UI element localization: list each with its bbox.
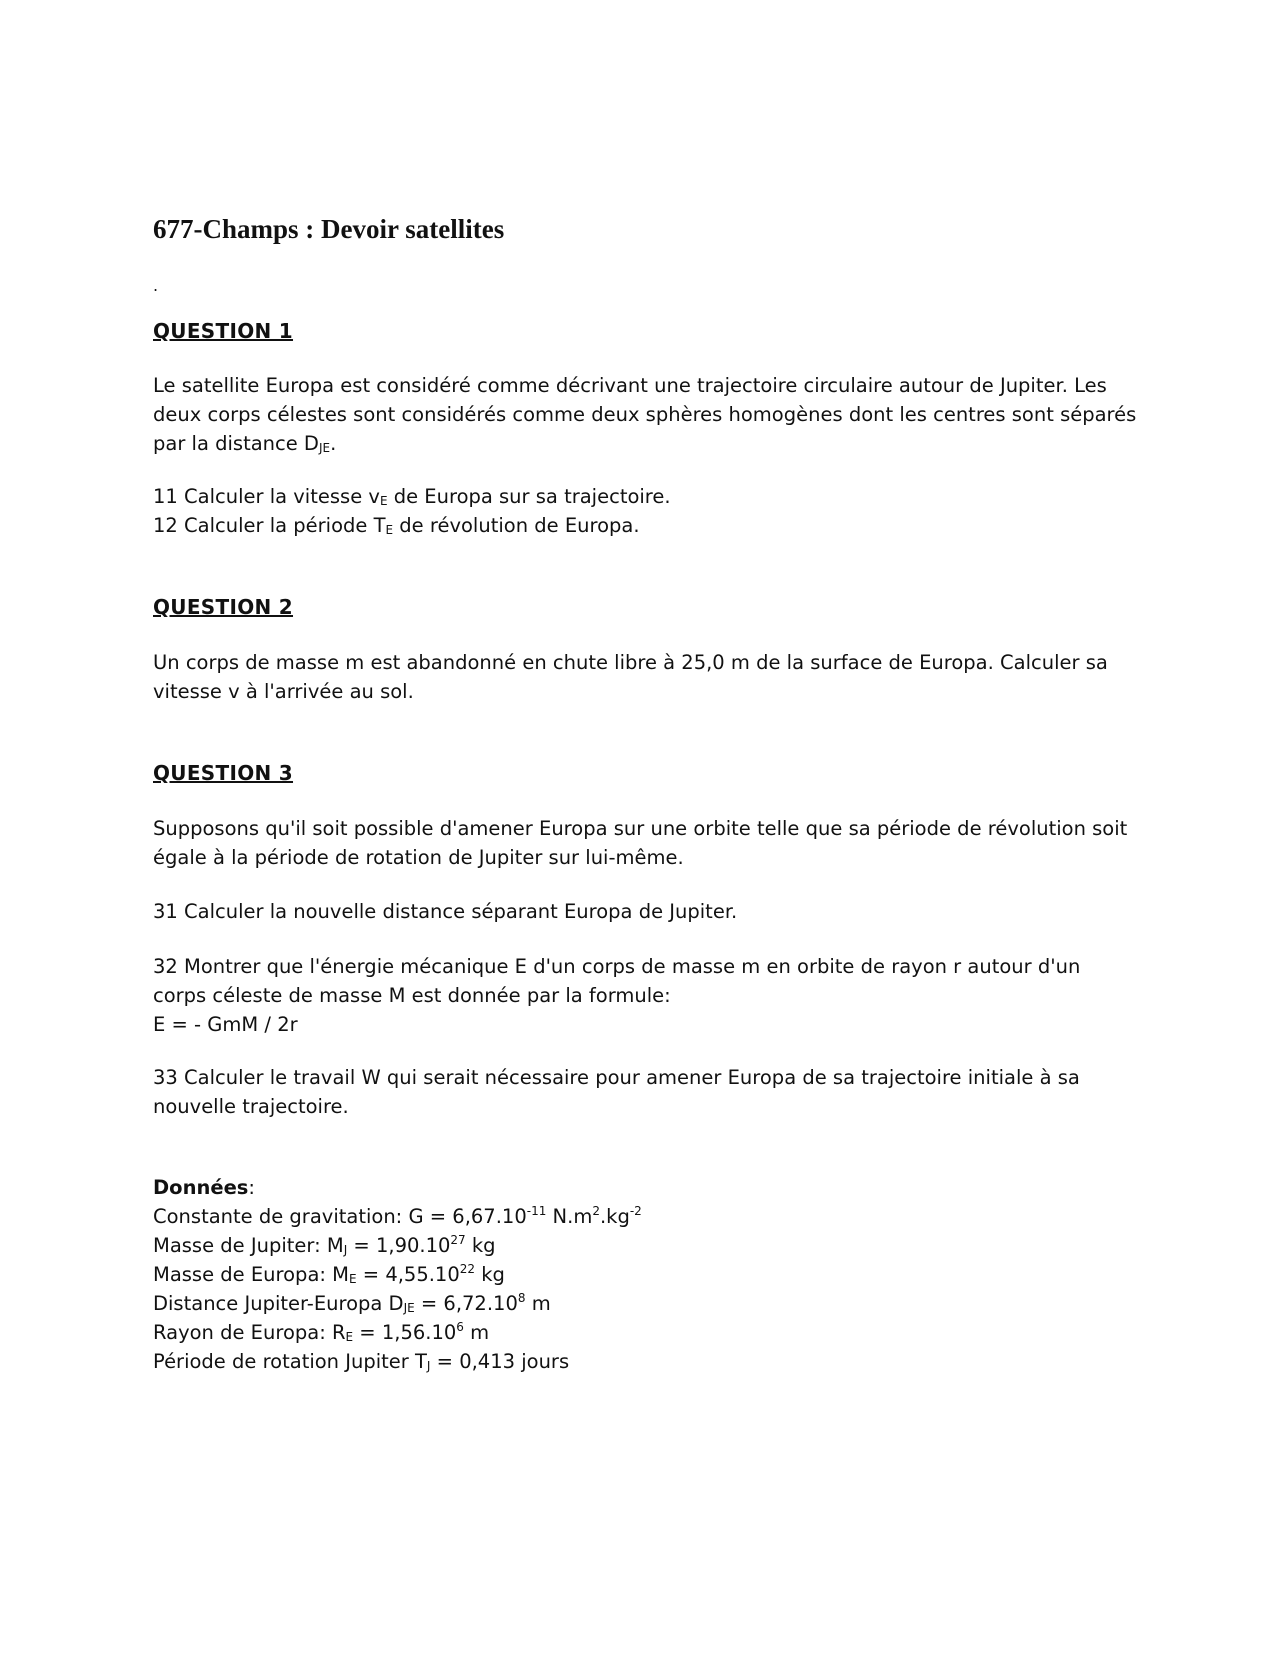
question-2-heading: QUESTION 2 (153, 595, 294, 619)
question-3-text (153, 814, 1133, 872)
data-gravitation: Constante de gravitation: $G = 6,67.10^{-11}$ $N.m^2.kg^{-2}$ (153, 1204, 642, 1228)
question-3-heading: QUESTION 3 (153, 761, 294, 785)
question-2-text (153, 648, 1133, 706)
formula: E = - GmM / 2r (153, 1013, 298, 1036)
data-europa-mass: Masse de Europa: $M_E = 4,55.10^{22}$ kg (153, 1262, 505, 1286)
data-rotation-period: Période de rotation Jupiter $T_J = 0,413$ jours (153, 1350, 570, 1373)
data-jupiter-mass: Masse de Jupiter: $M_J = 1,90.10^{27}$ kg (153, 1233, 496, 1257)
item-11: 11 Calculer la vitesse $v_E$ de Europa sur sa trajectoire. (153, 485, 671, 508)
item-32 (153, 952, 1133, 1039)
question-1-text (153, 371, 1137, 458)
text-line: Un corps de masse m est abandonné en chute libre à 25,0 m de la surface de Europa. Calculer sa (153, 651, 1108, 674)
text-line: nouvelle trajectoire. (153, 1095, 349, 1118)
text-line: deux corps célestes sont considérés comme deux sphères homogènes dont les centres sont séparés (153, 403, 1137, 426)
question-1-heading: QUESTION 1 (153, 319, 294, 343)
page-title: 677-Champs : Devoir satellites (153, 214, 505, 244)
data-section (153, 1173, 1133, 1376)
data-heading: Données: (153, 1176, 255, 1199)
question-1-items (153, 482, 1133, 540)
item-12: 12 Calculer la période $T_E$ de révolution de Europa. (153, 514, 640, 537)
item-31: 31 Calculer la nouvelle distance séparant Europa de Jupiter. (153, 900, 738, 923)
stray-dot: . (153, 276, 159, 295)
data-europa-radius: Rayon de Europa: $R_E = 1,56.10^6$ m (153, 1320, 490, 1344)
text-line: par la distance $D_{JE}$. (153, 432, 337, 455)
text-line: Le satellite Europa est considéré comme décrivant une trajectoire circulaire autour de Jupiter. Les (153, 374, 1107, 397)
text-line: corps céleste de masse M est donnée par la formule: (153, 984, 671, 1007)
text-line: vitesse v à l'arrivée au sol. (153, 680, 414, 703)
data-distance: Distance Jupiter-Europa $D_{JE} = 6,72.10^8$ m (153, 1291, 551, 1315)
text-line: 32 Montrer que l'énergie mécanique E d'un corps de masse m en orbite de rayon r autour d'un (153, 955, 1081, 978)
text-line: 33 Calculer le travail W qui serait nécessaire pour amener Europa de sa trajectoire initiale à sa (153, 1066, 1080, 1089)
text-line: Supposons qu'il soit possible d'amener Europa sur une orbite telle que sa période de révolution soit (153, 817, 1128, 840)
item-33 (153, 1063, 1133, 1121)
text-line: égale à la période de rotation de Jupiter sur lui-même. (153, 846, 684, 869)
